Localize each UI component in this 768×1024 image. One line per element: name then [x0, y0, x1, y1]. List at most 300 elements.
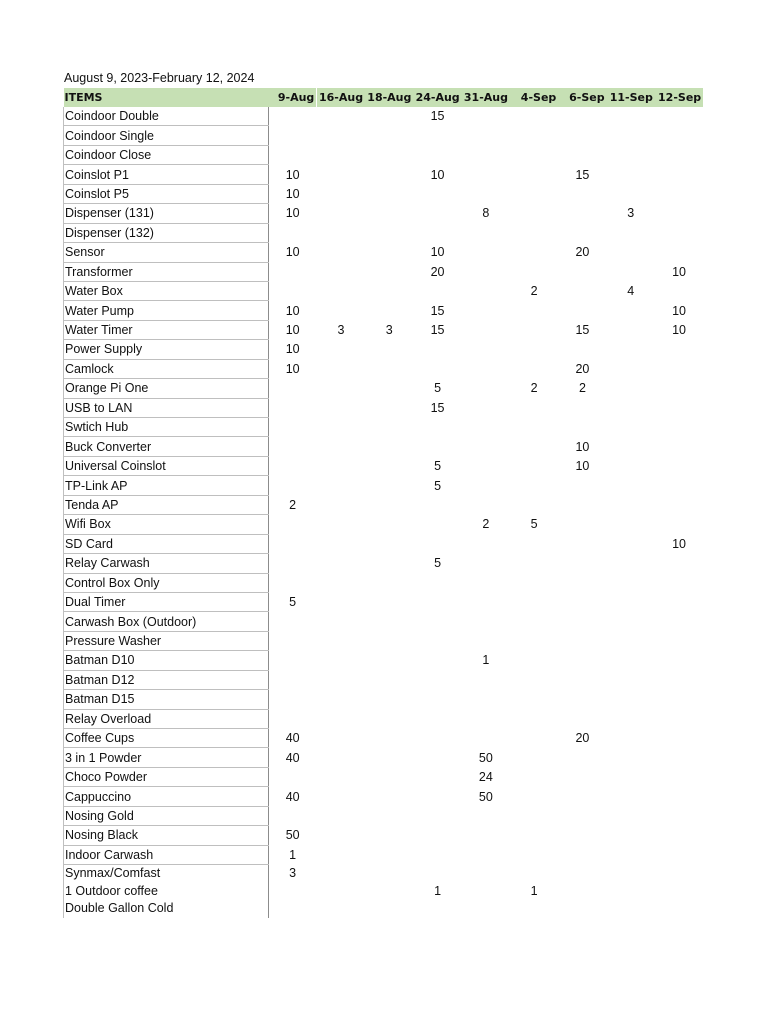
quantity-cell[interactable]: 5	[434, 478, 442, 493]
quantity-cell[interactable]: 10	[285, 303, 300, 318]
quantity-cell[interactable]	[655, 690, 703, 709]
quantity-cell[interactable]	[462, 573, 510, 592]
quantity-cell[interactable]	[607, 456, 655, 475]
quantity-cell[interactable]	[413, 359, 461, 378]
quantity-cell[interactable]: 40	[285, 750, 300, 765]
quantity-cell[interactable]	[655, 900, 703, 918]
quantity-cell[interactable]	[365, 126, 413, 145]
quantity-cell[interactable]	[510, 340, 558, 359]
quantity-cell[interactable]	[558, 515, 606, 534]
quantity-cell[interactable]	[655, 456, 703, 475]
quantity-cell[interactable]	[269, 573, 317, 592]
quantity-cell[interactable]: 3	[337, 323, 345, 338]
quantity-cell[interactable]	[510, 900, 558, 918]
quantity-cell[interactable]	[607, 301, 655, 320]
quantity-cell[interactable]: 20	[575, 361, 590, 376]
quantity-cell[interactable]	[607, 631, 655, 650]
quantity-cell[interactable]: 5	[434, 556, 442, 571]
quantity-cell[interactable]	[317, 495, 365, 514]
quantity-cell[interactable]	[607, 729, 655, 748]
quantity-cell[interactable]	[510, 145, 558, 164]
item-name-cell[interactable]: Dual Timer	[64, 592, 269, 611]
quantity-cell[interactable]	[655, 204, 703, 223]
quantity-cell[interactable]: 10	[430, 167, 445, 182]
quantity-cell[interactable]	[607, 612, 655, 631]
quantity-cell[interactable]	[607, 826, 655, 845]
quantity-cell[interactable]	[462, 340, 510, 359]
quantity-cell[interactable]	[317, 476, 365, 495]
item-name-cell[interactable]: Orange Pi One	[64, 379, 269, 398]
quantity-cell[interactable]	[317, 398, 365, 417]
quantity-cell[interactable]: 10	[672, 536, 686, 551]
quantity-cell[interactable]: 20	[430, 264, 445, 279]
quantity-cell[interactable]	[655, 165, 703, 184]
item-name-cell[interactable]: Batman D12	[64, 670, 269, 689]
quantity-cell[interactable]	[269, 515, 317, 534]
quantity-cell[interactable]: 24	[478, 770, 493, 785]
quantity-cell[interactable]	[607, 243, 655, 262]
quantity-cell[interactable]	[558, 612, 606, 631]
quantity-cell[interactable]	[317, 418, 365, 437]
quantity-cell[interactable]	[365, 900, 413, 918]
quantity-cell[interactable]	[462, 592, 510, 611]
quantity-cell[interactable]	[413, 281, 461, 300]
quantity-cell[interactable]	[317, 184, 365, 203]
item-name-cell[interactable]: USB to LAN	[64, 398, 269, 417]
quantity-cell[interactable]	[462, 865, 510, 883]
quantity-cell[interactable]	[558, 806, 606, 825]
quantity-cell[interactable]	[558, 204, 606, 223]
quantity-cell[interactable]: 10	[672, 264, 686, 279]
item-name-cell[interactable]: Control Box Only	[64, 573, 269, 592]
quantity-cell[interactable]	[317, 709, 365, 728]
quantity-cell[interactable]	[655, 223, 703, 242]
quantity-cell[interactable]	[365, 476, 413, 495]
quantity-cell[interactable]	[510, 398, 558, 417]
item-name-cell[interactable]: Coindoor Single	[64, 126, 269, 145]
date-column-header[interactable]: 16-Aug	[317, 88, 365, 107]
quantity-cell[interactable]	[607, 651, 655, 670]
quantity-cell[interactable]: 10	[285, 186, 300, 201]
quantity-cell[interactable]	[510, 165, 558, 184]
quantity-cell[interactable]	[317, 126, 365, 145]
quantity-cell[interactable]	[510, 184, 558, 203]
quantity-cell[interactable]	[510, 573, 558, 592]
quantity-cell[interactable]	[269, 670, 317, 689]
quantity-cell[interactable]	[269, 398, 317, 417]
quantity-cell[interactable]	[510, 418, 558, 437]
quantity-cell[interactable]	[607, 262, 655, 281]
quantity-cell[interactable]	[462, 165, 510, 184]
item-name-cell[interactable]: Universal Coinslot	[64, 456, 269, 475]
quantity-cell[interactable]	[317, 845, 365, 864]
quantity-cell[interactable]	[365, 515, 413, 534]
quantity-cell[interactable]	[655, 767, 703, 786]
quantity-cell[interactable]	[462, 495, 510, 514]
quantity-cell[interactable]	[607, 340, 655, 359]
quantity-cell[interactable]	[607, 165, 655, 184]
quantity-cell[interactable]	[365, 359, 413, 378]
quantity-cell[interactable]	[510, 301, 558, 320]
quantity-cell[interactable]	[462, 301, 510, 320]
quantity-cell[interactable]	[317, 145, 365, 164]
quantity-cell[interactable]	[269, 554, 317, 573]
item-name-cell[interactable]: Tenda AP	[64, 495, 269, 514]
quantity-cell[interactable]	[317, 534, 365, 553]
item-name-cell[interactable]: Relay Carwash	[64, 554, 269, 573]
item-name-cell[interactable]: Nosing Black	[64, 826, 269, 845]
quantity-cell[interactable]	[558, 301, 606, 320]
quantity-cell[interactable]	[655, 243, 703, 262]
quantity-cell[interactable]	[413, 826, 461, 845]
quantity-cell[interactable]	[655, 729, 703, 748]
quantity-cell[interactable]	[413, 184, 461, 203]
quantity-cell[interactable]	[607, 107, 655, 126]
quantity-cell[interactable]: 10	[285, 206, 300, 221]
quantity-cell[interactable]	[558, 690, 606, 709]
quantity-cell[interactable]	[558, 262, 606, 281]
quantity-cell[interactable]	[655, 865, 703, 883]
quantity-cell[interactable]	[510, 845, 558, 864]
quantity-cell[interactable]	[510, 631, 558, 650]
quantity-cell[interactable]	[365, 651, 413, 670]
quantity-cell[interactable]	[510, 670, 558, 689]
quantity-cell[interactable]	[510, 495, 558, 514]
quantity-cell[interactable]: 1	[482, 653, 490, 668]
quantity-cell[interactable]	[462, 476, 510, 495]
quantity-cell[interactable]	[510, 767, 558, 786]
quantity-cell[interactable]	[365, 631, 413, 650]
quantity-cell[interactable]	[365, 865, 413, 883]
quantity-cell[interactable]	[462, 826, 510, 845]
quantity-cell[interactable]	[655, 883, 703, 901]
quantity-cell[interactable]	[510, 534, 558, 553]
quantity-cell[interactable]	[365, 398, 413, 417]
quantity-cell[interactable]: 40	[285, 731, 300, 746]
quantity-cell[interactable]	[413, 748, 461, 767]
quantity-cell[interactable]	[365, 379, 413, 398]
quantity-cell[interactable]	[558, 900, 606, 918]
quantity-cell[interactable]	[655, 107, 703, 126]
quantity-cell[interactable]	[607, 592, 655, 611]
quantity-cell[interactable]	[269, 437, 317, 456]
quantity-cell[interactable]	[462, 437, 510, 456]
quantity-cell[interactable]	[607, 495, 655, 514]
quantity-cell[interactable]	[365, 845, 413, 864]
quantity-cell[interactable]	[413, 690, 461, 709]
quantity-cell[interactable]	[413, 729, 461, 748]
quantity-cell[interactable]	[607, 418, 655, 437]
quantity-cell[interactable]	[317, 592, 365, 611]
item-name-cell[interactable]: Coindoor Double	[64, 107, 269, 126]
quantity-cell[interactable]	[655, 592, 703, 611]
quantity-cell[interactable]	[655, 515, 703, 534]
quantity-cell[interactable]: 2	[530, 284, 538, 299]
quantity-cell[interactable]	[510, 243, 558, 262]
quantity-cell[interactable]	[655, 340, 703, 359]
quantity-cell[interactable]	[317, 204, 365, 223]
quantity-cell[interactable]	[317, 554, 365, 573]
item-name-cell[interactable]: Synmax/Comfast	[64, 865, 269, 883]
quantity-cell[interactable]	[317, 262, 365, 281]
quantity-cell[interactable]	[269, 883, 317, 901]
quantity-cell[interactable]	[607, 865, 655, 883]
quantity-cell[interactable]	[607, 690, 655, 709]
quantity-cell[interactable]	[413, 592, 461, 611]
quantity-cell[interactable]	[413, 573, 461, 592]
quantity-cell[interactable]	[317, 900, 365, 918]
quantity-cell[interactable]: 50	[478, 789, 493, 804]
quantity-cell[interactable]: 10	[430, 245, 445, 260]
date-column-header[interactable]: 11-Sep	[607, 88, 655, 107]
item-name-cell[interactable]: Buck Converter	[64, 437, 269, 456]
item-name-cell[interactable]: Dispenser (131)	[64, 204, 269, 223]
quantity-cell[interactable]	[317, 883, 365, 901]
quantity-cell[interactable]	[462, 359, 510, 378]
quantity-cell[interactable]	[317, 612, 365, 631]
quantity-cell[interactable]: 5	[434, 459, 442, 474]
item-name-cell[interactable]: Batman D15	[64, 690, 269, 709]
quantity-cell[interactable]	[462, 379, 510, 398]
item-name-cell[interactable]: Swtich Hub	[64, 418, 269, 437]
quantity-cell[interactable]	[607, 709, 655, 728]
quantity-cell[interactable]: 15	[430, 303, 445, 318]
item-name-cell[interactable]: Water Pump	[64, 301, 269, 320]
quantity-cell[interactable]	[413, 418, 461, 437]
quantity-cell[interactable]	[558, 845, 606, 864]
quantity-cell[interactable]	[365, 690, 413, 709]
quantity-cell[interactable]	[462, 883, 510, 901]
quantity-cell[interactable]: 8	[482, 206, 490, 221]
quantity-cell[interactable]	[317, 767, 365, 786]
quantity-cell[interactable]: 1	[289, 847, 297, 862]
quantity-cell[interactable]	[655, 359, 703, 378]
quantity-cell[interactable]	[558, 107, 606, 126]
quantity-cell[interactable]	[510, 690, 558, 709]
quantity-cell[interactable]	[607, 845, 655, 864]
quantity-cell[interactable]	[365, 534, 413, 553]
quantity-cell[interactable]	[558, 398, 606, 417]
quantity-cell[interactable]	[413, 340, 461, 359]
quantity-cell[interactable]	[558, 418, 606, 437]
quantity-cell[interactable]	[607, 379, 655, 398]
quantity-cell[interactable]	[462, 612, 510, 631]
quantity-cell[interactable]: 50	[478, 750, 493, 765]
quantity-cell[interactable]: 2	[530, 381, 538, 396]
quantity-cell[interactable]	[655, 670, 703, 689]
quantity-cell[interactable]	[510, 612, 558, 631]
quantity-cell[interactable]	[655, 573, 703, 592]
quantity-cell[interactable]	[269, 651, 317, 670]
quantity-cell[interactable]	[510, 359, 558, 378]
quantity-cell[interactable]	[462, 184, 510, 203]
item-name-cell[interactable]: Indoor Carwash	[64, 845, 269, 864]
quantity-cell[interactable]	[607, 515, 655, 534]
quantity-cell[interactable]	[365, 709, 413, 728]
quantity-cell[interactable]	[607, 554, 655, 573]
quantity-cell[interactable]	[462, 223, 510, 242]
quantity-cell[interactable]	[269, 262, 317, 281]
quantity-cell[interactable]	[365, 262, 413, 281]
quantity-cell[interactable]	[365, 340, 413, 359]
quantity-cell[interactable]	[558, 787, 606, 806]
quantity-cell[interactable]	[269, 126, 317, 145]
quantity-cell[interactable]	[269, 690, 317, 709]
quantity-cell[interactable]: 1	[530, 883, 538, 898]
quantity-cell[interactable]	[317, 690, 365, 709]
quantity-cell[interactable]	[510, 729, 558, 748]
quantity-cell[interactable]	[413, 495, 461, 514]
quantity-cell[interactable]: 10	[575, 439, 590, 454]
quantity-cell[interactable]: 10	[285, 167, 300, 182]
quantity-cell[interactable]	[558, 631, 606, 650]
quantity-cell[interactable]	[317, 865, 365, 883]
quantity-cell[interactable]: 5	[434, 381, 442, 396]
quantity-cell[interactable]	[462, 262, 510, 281]
quantity-cell[interactable]	[655, 806, 703, 825]
quantity-cell[interactable]	[510, 262, 558, 281]
quantity-cell[interactable]: 15	[430, 109, 445, 124]
item-name-cell[interactable]: Pressure Washer	[64, 631, 269, 650]
quantity-cell[interactable]	[269, 456, 317, 475]
quantity-cell[interactable]	[413, 515, 461, 534]
item-name-cell[interactable]: Water Box	[64, 281, 269, 300]
quantity-cell[interactable]	[317, 301, 365, 320]
quantity-cell[interactable]	[462, 418, 510, 437]
quantity-cell[interactable]: 10	[672, 303, 686, 318]
quantity-cell[interactable]	[317, 631, 365, 650]
quantity-cell[interactable]	[365, 826, 413, 845]
quantity-cell[interactable]	[510, 437, 558, 456]
quantity-cell[interactable]	[269, 900, 317, 918]
item-name-cell[interactable]: Transformer	[64, 262, 269, 281]
quantity-cell[interactable]: 1	[434, 883, 442, 898]
quantity-cell[interactable]	[365, 748, 413, 767]
quantity-cell[interactable]	[510, 456, 558, 475]
quantity-cell[interactable]: 50	[285, 828, 300, 843]
quantity-cell[interactable]	[365, 107, 413, 126]
quantity-cell[interactable]: 3	[385, 323, 393, 338]
quantity-cell[interactable]	[607, 748, 655, 767]
quantity-cell[interactable]	[655, 126, 703, 145]
quantity-cell[interactable]	[655, 476, 703, 495]
item-name-cell[interactable]: Power Supply	[64, 340, 269, 359]
quantity-cell[interactable]	[413, 437, 461, 456]
quantity-cell[interactable]	[558, 534, 606, 553]
quantity-cell[interactable]: 10	[575, 459, 590, 474]
date-column-header[interactable]: 24-Aug	[413, 88, 461, 107]
quantity-cell[interactable]	[655, 145, 703, 164]
item-name-cell[interactable]: Coffee Cups	[64, 729, 269, 748]
quantity-cell[interactable]	[317, 437, 365, 456]
quantity-cell[interactable]	[655, 748, 703, 767]
quantity-cell[interactable]	[655, 495, 703, 514]
quantity-cell[interactable]	[269, 281, 317, 300]
quantity-cell[interactable]	[462, 729, 510, 748]
item-name-cell[interactable]: Camlock	[64, 359, 269, 378]
quantity-cell[interactable]	[413, 845, 461, 864]
quantity-cell[interactable]	[317, 787, 365, 806]
quantity-cell[interactable]	[413, 865, 461, 883]
quantity-cell[interactable]	[317, 223, 365, 242]
quantity-cell[interactable]	[269, 534, 317, 553]
quantity-cell[interactable]	[510, 806, 558, 825]
quantity-cell[interactable]	[365, 223, 413, 242]
item-name-cell[interactable]: 1 Outdoor coffee	[64, 883, 269, 901]
quantity-cell[interactable]	[462, 709, 510, 728]
quantity-cell[interactable]	[413, 145, 461, 164]
quantity-cell[interactable]	[462, 670, 510, 689]
quantity-cell[interactable]	[269, 767, 317, 786]
quantity-cell[interactable]	[655, 709, 703, 728]
quantity-cell[interactable]	[462, 806, 510, 825]
quantity-cell[interactable]	[365, 670, 413, 689]
quantity-cell[interactable]	[413, 223, 461, 242]
item-name-cell[interactable]: 3 in 1 Powder	[64, 748, 269, 767]
quantity-cell[interactable]	[269, 476, 317, 495]
quantity-cell[interactable]	[317, 243, 365, 262]
quantity-cell[interactable]	[558, 748, 606, 767]
date-column-header[interactable]: 18-Aug	[365, 88, 413, 107]
item-name-cell[interactable]: Coinslot P5	[64, 184, 269, 203]
quantity-cell[interactable]	[558, 281, 606, 300]
quantity-cell[interactable]	[655, 651, 703, 670]
quantity-cell[interactable]	[510, 554, 558, 573]
quantity-cell[interactable]	[317, 670, 365, 689]
quantity-cell[interactable]: 3	[289, 866, 297, 881]
quantity-cell[interactable]	[655, 554, 703, 573]
quantity-cell[interactable]	[365, 281, 413, 300]
quantity-cell[interactable]	[413, 651, 461, 670]
quantity-cell[interactable]	[365, 612, 413, 631]
item-name-cell[interactable]: Sensor	[64, 243, 269, 262]
quantity-cell[interactable]	[317, 748, 365, 767]
quantity-cell[interactable]	[365, 554, 413, 573]
quantity-cell[interactable]	[317, 379, 365, 398]
quantity-cell[interactable]: 5	[289, 595, 297, 610]
quantity-cell[interactable]	[510, 223, 558, 242]
quantity-cell[interactable]	[365, 145, 413, 164]
quantity-cell[interactable]	[269, 418, 317, 437]
quantity-cell[interactable]	[510, 476, 558, 495]
quantity-cell[interactable]	[558, 340, 606, 359]
quantity-cell[interactable]	[510, 126, 558, 145]
item-name-cell[interactable]: Double Gallon Cold	[64, 900, 269, 918]
quantity-cell[interactable]	[607, 437, 655, 456]
quantity-cell[interactable]	[558, 592, 606, 611]
quantity-cell[interactable]	[607, 806, 655, 825]
quantity-cell[interactable]	[317, 515, 365, 534]
quantity-cell[interactable]	[558, 573, 606, 592]
quantity-cell[interactable]	[510, 320, 558, 339]
quantity-cell[interactable]	[365, 204, 413, 223]
item-name-cell[interactable]: SD Card	[64, 534, 269, 553]
quantity-cell[interactable]	[607, 184, 655, 203]
quantity-cell[interactable]	[365, 592, 413, 611]
quantity-cell[interactable]	[607, 670, 655, 689]
quantity-cell[interactable]	[365, 495, 413, 514]
quantity-cell[interactable]	[558, 865, 606, 883]
quantity-cell[interactable]	[462, 320, 510, 339]
quantity-cell[interactable]: 15	[430, 400, 445, 415]
quantity-cell[interactable]	[365, 787, 413, 806]
quantity-cell[interactable]	[607, 900, 655, 918]
quantity-cell[interactable]	[413, 612, 461, 631]
quantity-cell[interactable]	[269, 379, 317, 398]
quantity-cell[interactable]	[317, 165, 365, 184]
quantity-cell[interactable]	[317, 806, 365, 825]
quantity-cell[interactable]	[607, 223, 655, 242]
